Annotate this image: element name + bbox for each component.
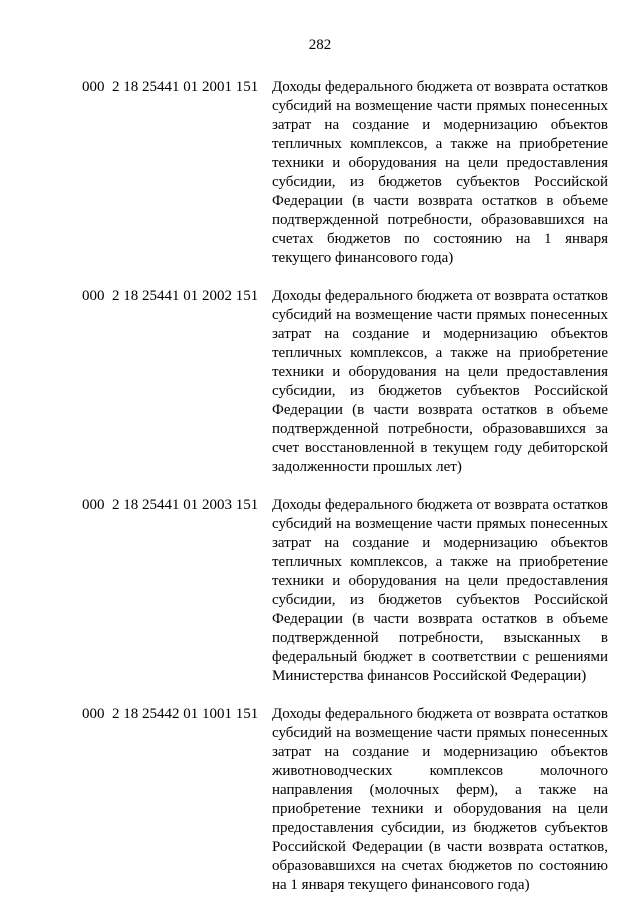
budget-code-entry xyxy=(0,287,640,477)
budget-code-entry xyxy=(0,78,640,268)
income-description: Доходы федерального бюджета от возврата остатков субсидий на возмещение части прямых понесенных затрат на создание и модернизацию объектов тепличных комплексов, а также на приобретение техники и оборудования на цели предоставления субсидии, из бюджетов субъектов Российской Федерации (в части возврата остатков в объеме подтвержденной потребности, взысканных в федеральный бюджет в соответствии с решениями Министерства финансов Российской Федерации) xyxy=(272,497,608,684)
budget-classification-code: 2 18 25441 01 2001 151 xyxy=(112,79,259,95)
page-number: 282 xyxy=(308,37,332,53)
income-description: Доходы федерального бюджета от возврата остатков субсидий на возмещение части прямых понесенных затрат на создание и модернизацию объектов животноводческих комплексов молочного направления (молочных ферм), а также на приобретение техники и оборудования на цели предоставления субсидии, из бюджетов субъектов Российской Федерации (в части возврата остатков, образовавшихся на счетах бюджетов по состоянию на 1 января текущего финансового года) xyxy=(272,706,608,893)
admin-code: 000 xyxy=(82,79,105,95)
admin-code: 000 xyxy=(82,706,105,722)
budget-classification-code: 2 18 25441 01 2002 151 xyxy=(112,288,259,304)
income-description: Доходы федерального бюджета от возврата остатков субсидий на возмещение части прямых понесенных затрат на создание и модернизацию объектов тепличных комплексов, а также на приобретение техники и оборудования на цели предоставления субсидии, из бюджетов субъектов Российской Федерации (в части возврата остатков в объеме подтвержденной потребности, образовавшихся на счетах бюджетов по состоянию на 1 января текущего финансового года) xyxy=(272,79,608,266)
budget-code-entry xyxy=(0,705,640,895)
admin-code: 000 xyxy=(82,497,105,513)
admin-code: 000 xyxy=(82,288,105,304)
budget-code-list xyxy=(0,78,640,914)
budget-classification-code: 2 18 25441 01 2003 151 xyxy=(112,497,259,513)
budget-code-entry xyxy=(0,496,640,686)
income-description: Доходы федерального бюджета от возврата остатков субсидий на возмещение части прямых понесенных затрат на создание и модернизацию объектов тепличных комплексов, а также на приобретение техники и оборудования на цели предоставления субсидии, из бюджетов субъектов Российской Федерации (в части возврата остатков в объеме подтвержденной потребности, образовавшихся за счет восстановленной в текущем году дебиторской задолженности прошлых лет) xyxy=(272,288,608,475)
budget-classification-code: 2 18 25442 01 1001 151 xyxy=(112,706,259,722)
